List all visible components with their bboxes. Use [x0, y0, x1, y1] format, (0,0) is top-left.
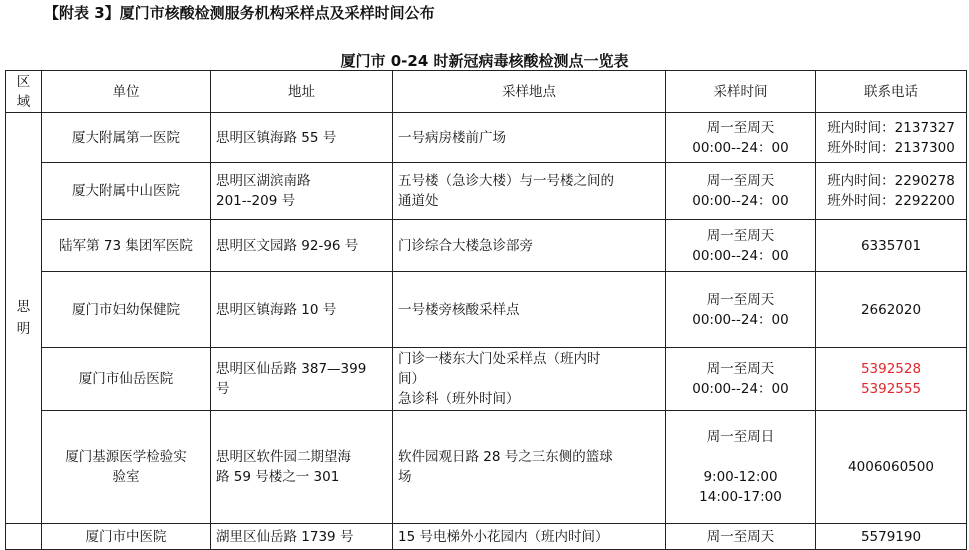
address-cell: 思明区仙岳路 387—399 号: [211, 348, 393, 411]
district-cell-siming: 思 明: [6, 113, 42, 524]
address-cell: 思明区镇海路 10 号: [211, 272, 393, 348]
header-unit: 单位: [42, 71, 211, 113]
table-row: [6, 113, 967, 163]
phone-cell: 5392528 5392555: [816, 348, 967, 411]
table-row: [6, 163, 967, 220]
address-cell: 思明区软件园二期望海 路 59 号楼之一 301: [211, 411, 393, 524]
site-cell: 门诊综合大楼急诊部旁: [393, 220, 666, 272]
document-heading: 【附表 3】厦门市核酸检测服务机构采样点及采样时间公布: [44, 4, 435, 22]
unit-cell: 厦门基源医学检验实 验室: [42, 411, 211, 524]
unit-cell: 厦门市中医院: [42, 524, 211, 550]
site-cell: 五号楼（急诊大楼）与一号楼之间的 通道处: [393, 163, 666, 220]
table-row: [6, 524, 967, 550]
site-cell: 软件园观日路 28 号之三东侧的篮球 场: [393, 411, 666, 524]
time-cell: 周一至周天 00:00--24：00: [666, 220, 816, 272]
table-row: [6, 220, 967, 272]
address-cell: 思明区湖滨南路 201--209 号: [211, 163, 393, 220]
header-district: 区 域: [6, 71, 42, 113]
phone-cell: 2662020: [816, 272, 967, 348]
site-cell: 一号病房楼前广场: [393, 113, 666, 163]
phone-cell: 班内时间：2290278 班外时间：2292200: [816, 163, 967, 220]
time-cell: 周一至周天 00:00--24：00: [666, 113, 816, 163]
site-cell: 门诊一楼东大门处采样点（班内时 间） 急诊科（班外时间）: [393, 348, 666, 411]
table-header-row: [6, 71, 967, 113]
time-cell: 周一至周天 00:00--24：00: [666, 272, 816, 348]
unit-cell: 厦门市仙岳医院: [42, 348, 211, 411]
time-cell: 周一至周日 9:00-12:00 14:00-17:00: [666, 411, 816, 524]
site-cell: 15 号电梯外小花园内（班内时间）: [393, 524, 666, 550]
header-phone: 联系电话: [816, 71, 967, 113]
header-time: 采样时间: [666, 71, 816, 113]
address-cell: 思明区镇海路 55 号: [211, 113, 393, 163]
phone-cell: 6335701: [816, 220, 967, 272]
address-cell: 湖里区仙岳路 1739 号: [211, 524, 393, 550]
time-cell: 周一至周天 00:00--24：00: [666, 348, 816, 411]
header-site: 采样地点: [393, 71, 666, 113]
district-cell-huli: [6, 524, 42, 550]
table-row: [6, 411, 967, 524]
phone-cell: 4006060500: [816, 411, 967, 524]
unit-cell: 陆军第 73 集团军医院: [42, 220, 211, 272]
time-cell: 周一至周天 00:00--24：00: [666, 163, 816, 220]
site-cell: 一号楼旁核酸采样点: [393, 272, 666, 348]
unit-cell: 厦大附属第一医院: [42, 113, 211, 163]
table-row: [6, 348, 967, 411]
phone-cell: 班内时间：2137327 班外时间：2137300: [816, 113, 967, 163]
address-cell: 思明区文园路 92-96 号: [211, 220, 393, 272]
testing-sites-table: [5, 70, 967, 550]
table-row: [6, 272, 967, 348]
phone-cell: 5579190: [816, 524, 967, 550]
table-title: 厦门市 0-24 时新冠病毒核酸检测点一览表: [340, 52, 629, 70]
unit-cell: 厦大附属中山医院: [42, 163, 211, 220]
time-cell: 周一至周天: [666, 524, 816, 550]
unit-cell: 厦门市妇幼保健院: [42, 272, 211, 348]
header-address: 地址: [211, 71, 393, 113]
